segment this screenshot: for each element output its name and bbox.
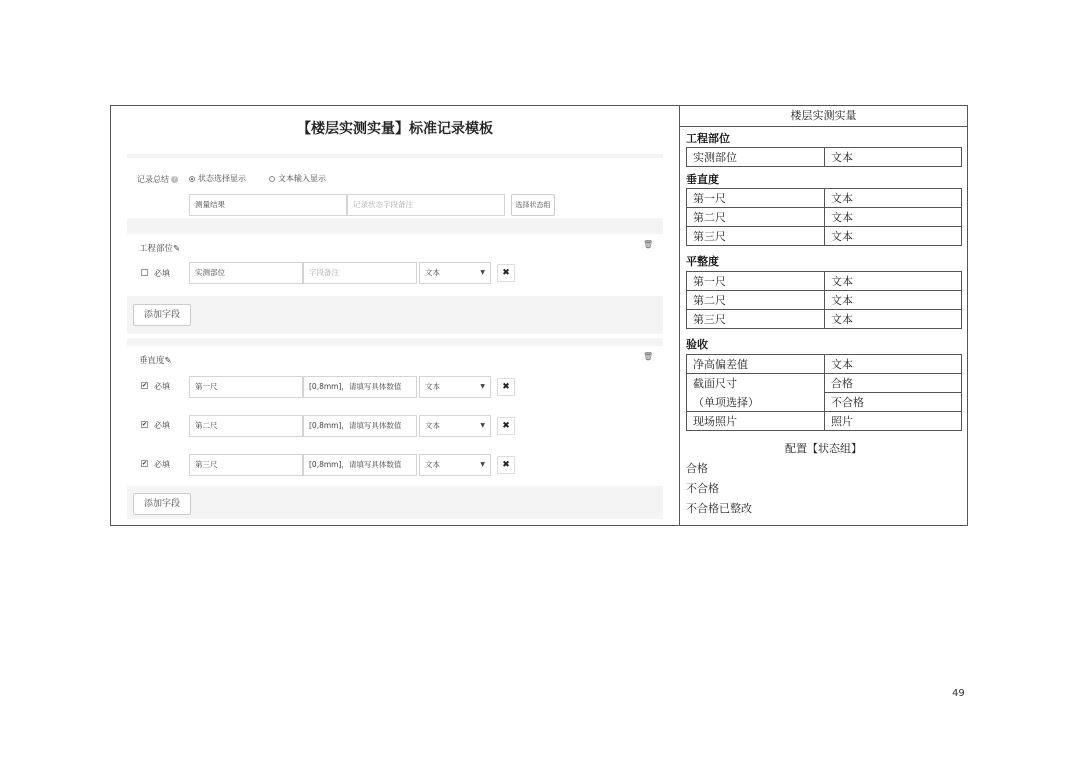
- group-table: [686, 188, 962, 246]
- table-row: [687, 355, 962, 374]
- table-row: [687, 412, 962, 431]
- field-name-cell: 截面尺寸: [687, 374, 825, 393]
- field-type-value: 文本: [425, 421, 440, 430]
- result-field[interactable]: 测量结果: [189, 194, 347, 216]
- table-row: [687, 272, 962, 291]
- field-type-select[interactable]: [419, 415, 491, 437]
- table-row: [687, 374, 962, 393]
- field-name-input[interactable]: 实测部位: [189, 262, 303, 284]
- field-name-cell: 第三尺: [687, 227, 825, 246]
- add-field-button[interactable]: 添加字段: [133, 493, 191, 515]
- group-table: [686, 271, 962, 329]
- required-checkbox[interactable]: [141, 269, 148, 276]
- add-field-button[interactable]: 添加字段: [133, 304, 191, 326]
- field-type-cell: 文本: [825, 355, 962, 374]
- field-name-cell: （单项选择）: [687, 393, 825, 412]
- summary-table-panel: [679, 106, 967, 525]
- required-label: 必填: [154, 382, 170, 391]
- radio-text-label: 文本输入显示: [278, 174, 326, 183]
- remove-field-button[interactable]: ✖: [497, 456, 515, 474]
- table-row: [687, 393, 962, 412]
- required-label: 必填: [154, 269, 170, 278]
- table-row: [687, 310, 962, 329]
- field-type-value: 文本: [425, 460, 440, 469]
- group-heading: 平整度: [686, 255, 719, 268]
- field-name-cell: 净高偏差值: [687, 355, 825, 374]
- pencil-icon[interactable]: ✎: [164, 356, 172, 366]
- status-group-title: 配置【状态组】: [785, 442, 862, 455]
- field-type-cell: 文本: [825, 291, 962, 310]
- template-title: 【楼层实测实量】标准记录模板: [297, 121, 493, 137]
- field-note-input[interactable]: 字段备注: [303, 262, 417, 284]
- field-type-cell: 不合格: [825, 393, 962, 412]
- field-type-cell: 照片: [825, 412, 962, 431]
- help-icon[interactable]: ?: [172, 176, 177, 183]
- field-type-cell: 合格: [825, 374, 962, 393]
- field-type-cell: 文本: [825, 148, 962, 167]
- status-item: 合格: [686, 462, 708, 475]
- document-frame: [110, 105, 968, 526]
- field-type-cell: 文本: [825, 189, 962, 208]
- status-item: 不合格已整改: [686, 502, 752, 515]
- radio-unselected-icon[interactable]: [269, 176, 275, 182]
- table-row: [687, 227, 962, 246]
- field-type-cell: 文本: [825, 208, 962, 227]
- field-name-cell: 现场照片: [687, 412, 825, 431]
- field-section-verticality: [127, 338, 663, 519]
- summary-label: 记录总结: [137, 175, 169, 184]
- field-name-input[interactable]: 第二尺: [189, 415, 303, 437]
- trash-icon[interactable]: 🗑: [643, 352, 654, 361]
- summary-section: [127, 154, 663, 224]
- group-heading: 验收: [686, 338, 708, 351]
- field-name-cell: 第一尺: [687, 272, 825, 291]
- field-name-input[interactable]: 第三尺: [189, 454, 303, 476]
- group-table: [686, 147, 962, 167]
- field-name-cell: 第二尺: [687, 291, 825, 310]
- field-type-cell: 文本: [825, 227, 962, 246]
- page-number: 49: [952, 688, 965, 699]
- chevron-down-icon: ▼: [480, 383, 485, 390]
- radio-status-display[interactable]: [189, 173, 246, 184]
- radio-status-label: 状态选择显示: [198, 174, 246, 183]
- required-label: 必填: [154, 421, 170, 430]
- chevron-down-icon: ▼: [480, 422, 485, 429]
- group-heading: 工程部位: [686, 132, 730, 145]
- field-name-cell: 第三尺: [687, 310, 825, 329]
- required-checkbox[interactable]: ✔: [142, 382, 148, 389]
- status-note-input[interactable]: 记录状态字段备注: [347, 194, 505, 216]
- field-name-cell: 实测部位: [687, 148, 825, 167]
- select-status-group-button[interactable]: 选择状态组: [511, 194, 555, 216]
- field-type-value: 文本: [425, 268, 440, 277]
- chevron-down-icon: ▼: [480, 461, 485, 468]
- template-editor-panel: [111, 106, 679, 525]
- field-type-select[interactable]: [419, 262, 491, 284]
- required-label: 必填: [154, 460, 170, 469]
- field-name-cell: 第一尺: [687, 189, 825, 208]
- section-title-wrap: [139, 242, 180, 254]
- section-title-wrap: [139, 354, 172, 366]
- field-note-input[interactable]: [0,8mm]，请填写具体数值: [303, 454, 417, 476]
- section-title: 垂直度: [139, 356, 165, 366]
- table-row: [687, 148, 962, 167]
- table-row: [687, 208, 962, 227]
- remove-field-button[interactable]: ✖: [497, 264, 515, 282]
- pencil-icon[interactable]: ✎: [173, 244, 181, 254]
- field-type-cell: 文本: [825, 272, 962, 291]
- trash-icon[interactable]: 🗑: [643, 240, 654, 249]
- field-name-cell: 第二尺: [687, 208, 825, 227]
- status-item: 不合格: [686, 482, 719, 495]
- group-heading: 垂直度: [686, 173, 719, 186]
- required-checkbox[interactable]: ✔: [142, 421, 148, 428]
- field-type-select[interactable]: [419, 454, 491, 476]
- field-section-engineering: [127, 224, 663, 334]
- field-note-input[interactable]: [0,8mm]，请填写具体数值: [303, 415, 417, 437]
- table-row: [687, 291, 962, 310]
- section-title: 工程部位: [139, 244, 174, 254]
- remove-field-button[interactable]: ✖: [497, 378, 515, 396]
- remove-field-button[interactable]: ✖: [497, 417, 515, 435]
- field-type-value: 文本: [425, 382, 440, 391]
- radio-text-display[interactable]: [269, 173, 326, 184]
- summary-title: 楼层实测实量: [680, 106, 967, 127]
- group-table: [686, 354, 962, 431]
- required-checkbox[interactable]: ✔: [142, 460, 148, 467]
- summary-label-wrap: [137, 174, 178, 185]
- field-note-input[interactable]: [0,8mm]，请填写具体数值: [303, 376, 417, 398]
- field-type-cell: 文本: [825, 310, 962, 329]
- field-name-input[interactable]: 第一尺: [189, 376, 303, 398]
- table-row: [687, 189, 962, 208]
- field-type-select[interactable]: [419, 376, 491, 398]
- chevron-down-icon: ▼: [480, 269, 485, 276]
- radio-selected-icon[interactable]: [189, 176, 195, 182]
